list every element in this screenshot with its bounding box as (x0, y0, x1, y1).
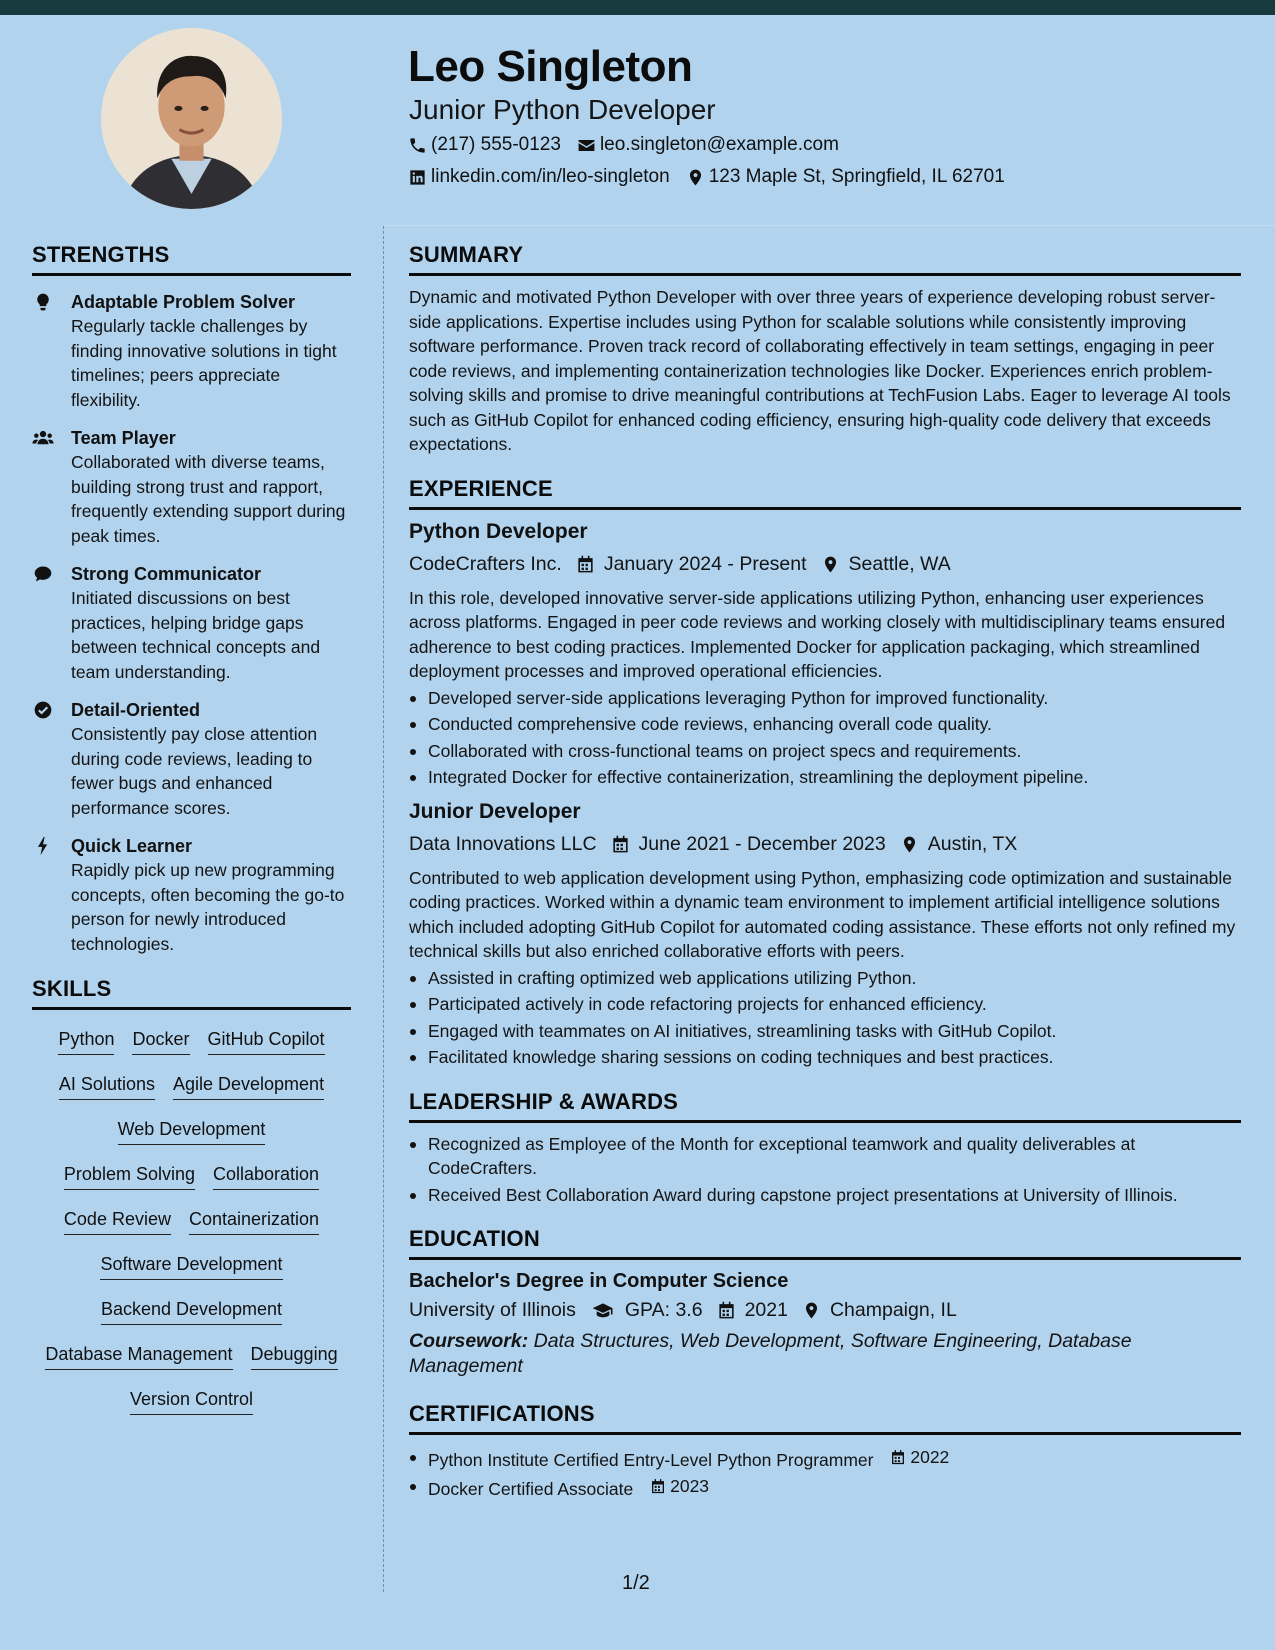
linkedin-text: linkedin.com/in/leo-singleton (431, 166, 670, 187)
certifications-heading: CERTIFICATIONS (409, 1401, 1241, 1435)
cert-item (409, 1445, 1241, 1472)
job-dates (611, 833, 886, 856)
skill-tag: Python (58, 1026, 114, 1055)
job-company: Data Innovations LLC (409, 833, 597, 855)
strength-item (32, 698, 351, 820)
certifications-list (409, 1445, 1241, 1502)
cert-date (650, 1474, 709, 1499)
awards-heading: LEADERSHIP & AWARDS (409, 1089, 1241, 1123)
skill-tag: Docker (132, 1026, 189, 1055)
summary-text: Dynamic and motivated Python Developer with over three years of experience developing robust server-side applications. Expertise includes using Python for scalable solutions while consistently improving software performance. Proven track record of collaborating effectively in team settings, engaging in peer code reviews, and implementing containerization technologies like Docker. Experiences enrich problem-solving skills and promise to drive meaningful contributions at TechFusion Labs. Eager to leverage AI tools such as GitHub Copilot for enhanced coding efficiency, ensuring high-quality code delivery that exceeds expectations. (409, 287, 1231, 454)
linkedin-icon (408, 168, 427, 187)
skill-row (32, 1071, 351, 1116)
job-description: In this role, developed innovative server-side applications utilizing Python, enhancing user experiences across platforms. Engaged in peer code reviews and working closely with multidisciplinary teams ensured adherence to best coding practices. Implemented Docker for application packaging, which streamlined deployment processes and improved operational efficiencies. (409, 587, 1226, 681)
skill-tag: Code Review (64, 1206, 171, 1235)
right-column (409, 242, 1241, 1504)
skill-tag: Web Development (118, 1116, 266, 1145)
top-accent-bar (0, 0, 1275, 15)
certifications-section (409, 1401, 1241, 1502)
skill-tag: Debugging (251, 1341, 338, 1370)
envelope-icon (577, 136, 596, 155)
job-bullets (409, 686, 1241, 790)
summary-heading: SUMMARY (409, 242, 1241, 276)
skill-row (32, 1386, 351, 1431)
education-meta (409, 1297, 1241, 1323)
email-text: leo.singleton@example.com (599, 134, 839, 155)
comment-icon (32, 564, 54, 584)
job-company: CodeCrafters Inc. (409, 553, 562, 575)
job-bullet: Collaborated with cross-functional teams on project specs and requirements. (409, 739, 1241, 764)
experience-section (409, 476, 1241, 1070)
job-bullet: Integrated Docker for effective containerization, streamlining the deployment pipeline. (409, 765, 1241, 790)
job-bullet: Assisted in crafting optimized web applications utilizing Python. (409, 966, 1241, 991)
column-divider (383, 226, 384, 1592)
job-bullet: Facilitated knowledge sharing sessions on coding techniques and best practices. (409, 1045, 1241, 1070)
award-item: Received Best Collaboration Award during capstone project presentations at University of Illinois. (409, 1183, 1241, 1208)
coursework-label: Coursework: (409, 1330, 529, 1352)
phone-icon (408, 136, 427, 155)
job-bullet: Developed server-side applications leveraging Python for improved functionality. (409, 686, 1241, 711)
map-pin-icon (821, 555, 840, 574)
graduation-year (717, 1299, 788, 1322)
skill-row (32, 1161, 351, 1206)
graduation-cap-icon (590, 1301, 616, 1320)
cert-year: 2022 (910, 1447, 950, 1467)
calendar-icon (650, 1478, 666, 1495)
candidate-name: Leo Singleton (408, 42, 693, 91)
candidate-title: Junior Python Developer (409, 94, 716, 125)
email-contact[interactable] (577, 134, 839, 156)
education-heading: EDUCATION (409, 1226, 1241, 1260)
phone-contact[interactable] (408, 134, 561, 156)
job-location (900, 833, 1018, 856)
job-meta (409, 832, 1241, 858)
job-title: Junior Developer (409, 799, 581, 823)
cert-name: Docker Certified Associate (428, 1479, 634, 1499)
job-location (821, 553, 951, 576)
strength-title: Quick Learner (71, 836, 193, 856)
linkedin-contact[interactable] (408, 166, 670, 188)
job-location-text: Austin, TX (927, 833, 1018, 855)
cert-year: 2023 (670, 1476, 710, 1497)
skill-tag: Version Control (130, 1386, 253, 1415)
awards-section (409, 1089, 1241, 1208)
skill-row (32, 1026, 351, 1071)
job-bullets (409, 966, 1241, 1070)
contact-line-1 (408, 134, 855, 156)
job-description: Contributed to web application development using Python, emphasizing code optimization and sustainable coding practices. Worked within a dynamic team environment to implement artificial intelligence solutions which included adopting GitHub Copilot for automated coding assistance. These efforts not only refined my technical skills but also enriched collaborative efforts with peers. (409, 867, 1236, 961)
skill-tag: Backend Development (101, 1296, 282, 1325)
strength-item (32, 426, 351, 548)
skills-heading: SKILLS (32, 976, 351, 1010)
profile-photo (101, 28, 282, 209)
graduation-year-text: 2021 (744, 1298, 788, 1321)
strength-desc: Regularly tackle challenges by finding innovative solutions in tight timelines; peers appreciate flexibility. (71, 316, 337, 410)
strength-item (32, 290, 351, 412)
strengths-heading: STRENGTHS (32, 242, 351, 276)
education-section (409, 1226, 1241, 1379)
job-dates-text: January 2024 - Present (603, 553, 807, 575)
map-pin-icon (686, 168, 705, 187)
strength-desc: Collaborated with diverse teams, building strong trust and rapport, frequently extending support during peak times. (71, 452, 346, 546)
skill-tag: Agile Development (173, 1071, 324, 1100)
skill-row (32, 1341, 351, 1386)
coursework (409, 1329, 1241, 1379)
cert-item (409, 1474, 1241, 1501)
strength-desc: Consistently pay close attention during code reviews, leading to fewer bugs and enhanced performance scores. (71, 724, 318, 818)
lightbulb-icon (32, 292, 54, 312)
job-location-text: Seattle, WA (848, 553, 951, 575)
skill-row (32, 1251, 351, 1296)
skill-tag: Database Management (45, 1341, 232, 1370)
page-number: 1/2 (622, 1572, 650, 1594)
experience-heading: EXPERIENCE (409, 476, 1241, 510)
skill-tag: AI Solutions (59, 1071, 155, 1100)
strength-title: Adaptable Problem Solver (71, 292, 296, 312)
job-entry (409, 799, 1241, 1070)
job-bullet: Engaged with teammates on AI initiatives, streamlining tasks with GitHub Copilot. (409, 1019, 1241, 1044)
skill-row (32, 1206, 351, 1251)
coursework-text: Data Structures, Web Development, Software Engineering, Database Management (409, 1330, 1132, 1377)
skill-tag: Software Development (100, 1251, 282, 1280)
school-location (802, 1299, 957, 1322)
school-location-text: Champaign, IL (829, 1298, 957, 1321)
contact-line-2 (408, 166, 1021, 188)
strength-title: Team Player (71, 428, 176, 448)
map-pin-icon (900, 835, 919, 854)
strength-title: Strong Communicator (71, 564, 262, 584)
job-title: Python Developer (409, 519, 588, 543)
degree-title: Bachelor's Degree in Computer Science (409, 1270, 789, 1292)
award-item: Recognized as Employee of the Month for exceptional teamwork and quality deliverables at CodeCrafters. (409, 1132, 1241, 1181)
skill-tag: Containerization (189, 1206, 319, 1235)
address-text: 123 Maple St, Springfield, IL 62701 (708, 166, 1005, 187)
strength-desc: Rapidly pick up new programming concepts, often becoming the go-to person for newly introduced technologies. (71, 860, 345, 954)
address-contact (686, 166, 1005, 188)
phone-text: (217) 555-0123 (431, 134, 561, 155)
map-pin-icon (802, 1301, 821, 1320)
bolt-icon (32, 836, 54, 856)
calendar-icon (576, 555, 595, 574)
job-bullet: Conducted comprehensive code reviews, enhancing overall code quality. (409, 712, 1241, 737)
skill-tag: Problem Solving (64, 1161, 195, 1190)
school-name: University of Illinois (409, 1298, 576, 1321)
strengths-list (32, 290, 351, 956)
calendar-icon (717, 1301, 736, 1320)
skill-row (32, 1296, 351, 1341)
calendar-icon (890, 1449, 906, 1466)
gpa (590, 1299, 703, 1322)
strength-item (32, 562, 351, 684)
job-dates-text: June 2021 - December 2023 (638, 833, 886, 855)
header-divider (384, 225, 1275, 226)
skill-tag: Collaboration (213, 1161, 319, 1190)
awards-list (409, 1132, 1241, 1208)
check-circle-icon (32, 700, 54, 720)
job-dates (576, 553, 807, 576)
job-bullet: Participated actively in code refactoring projects for enhanced efficiency. (409, 992, 1241, 1017)
skill-row (32, 1116, 351, 1161)
strength-title: Detail-Oriented (71, 700, 201, 720)
gpa-text: GPA: 3.6 (624, 1298, 703, 1321)
cert-date (890, 1445, 949, 1470)
job-entry (409, 519, 1241, 790)
calendar-icon (611, 835, 630, 854)
strength-item (32, 834, 351, 956)
skill-tag: GitHub Copilot (208, 1026, 325, 1055)
skills-list (32, 1026, 351, 1431)
strength-desc: Initiated discussions on best practices, helping bridge gaps between technical concepts and team understanding. (71, 588, 321, 682)
left-column (32, 242, 351, 1431)
users-icon (32, 428, 54, 448)
cert-name: Python Institute Certified Entry-Level Python Programmer (428, 1449, 874, 1470)
job-meta (409, 552, 1241, 578)
